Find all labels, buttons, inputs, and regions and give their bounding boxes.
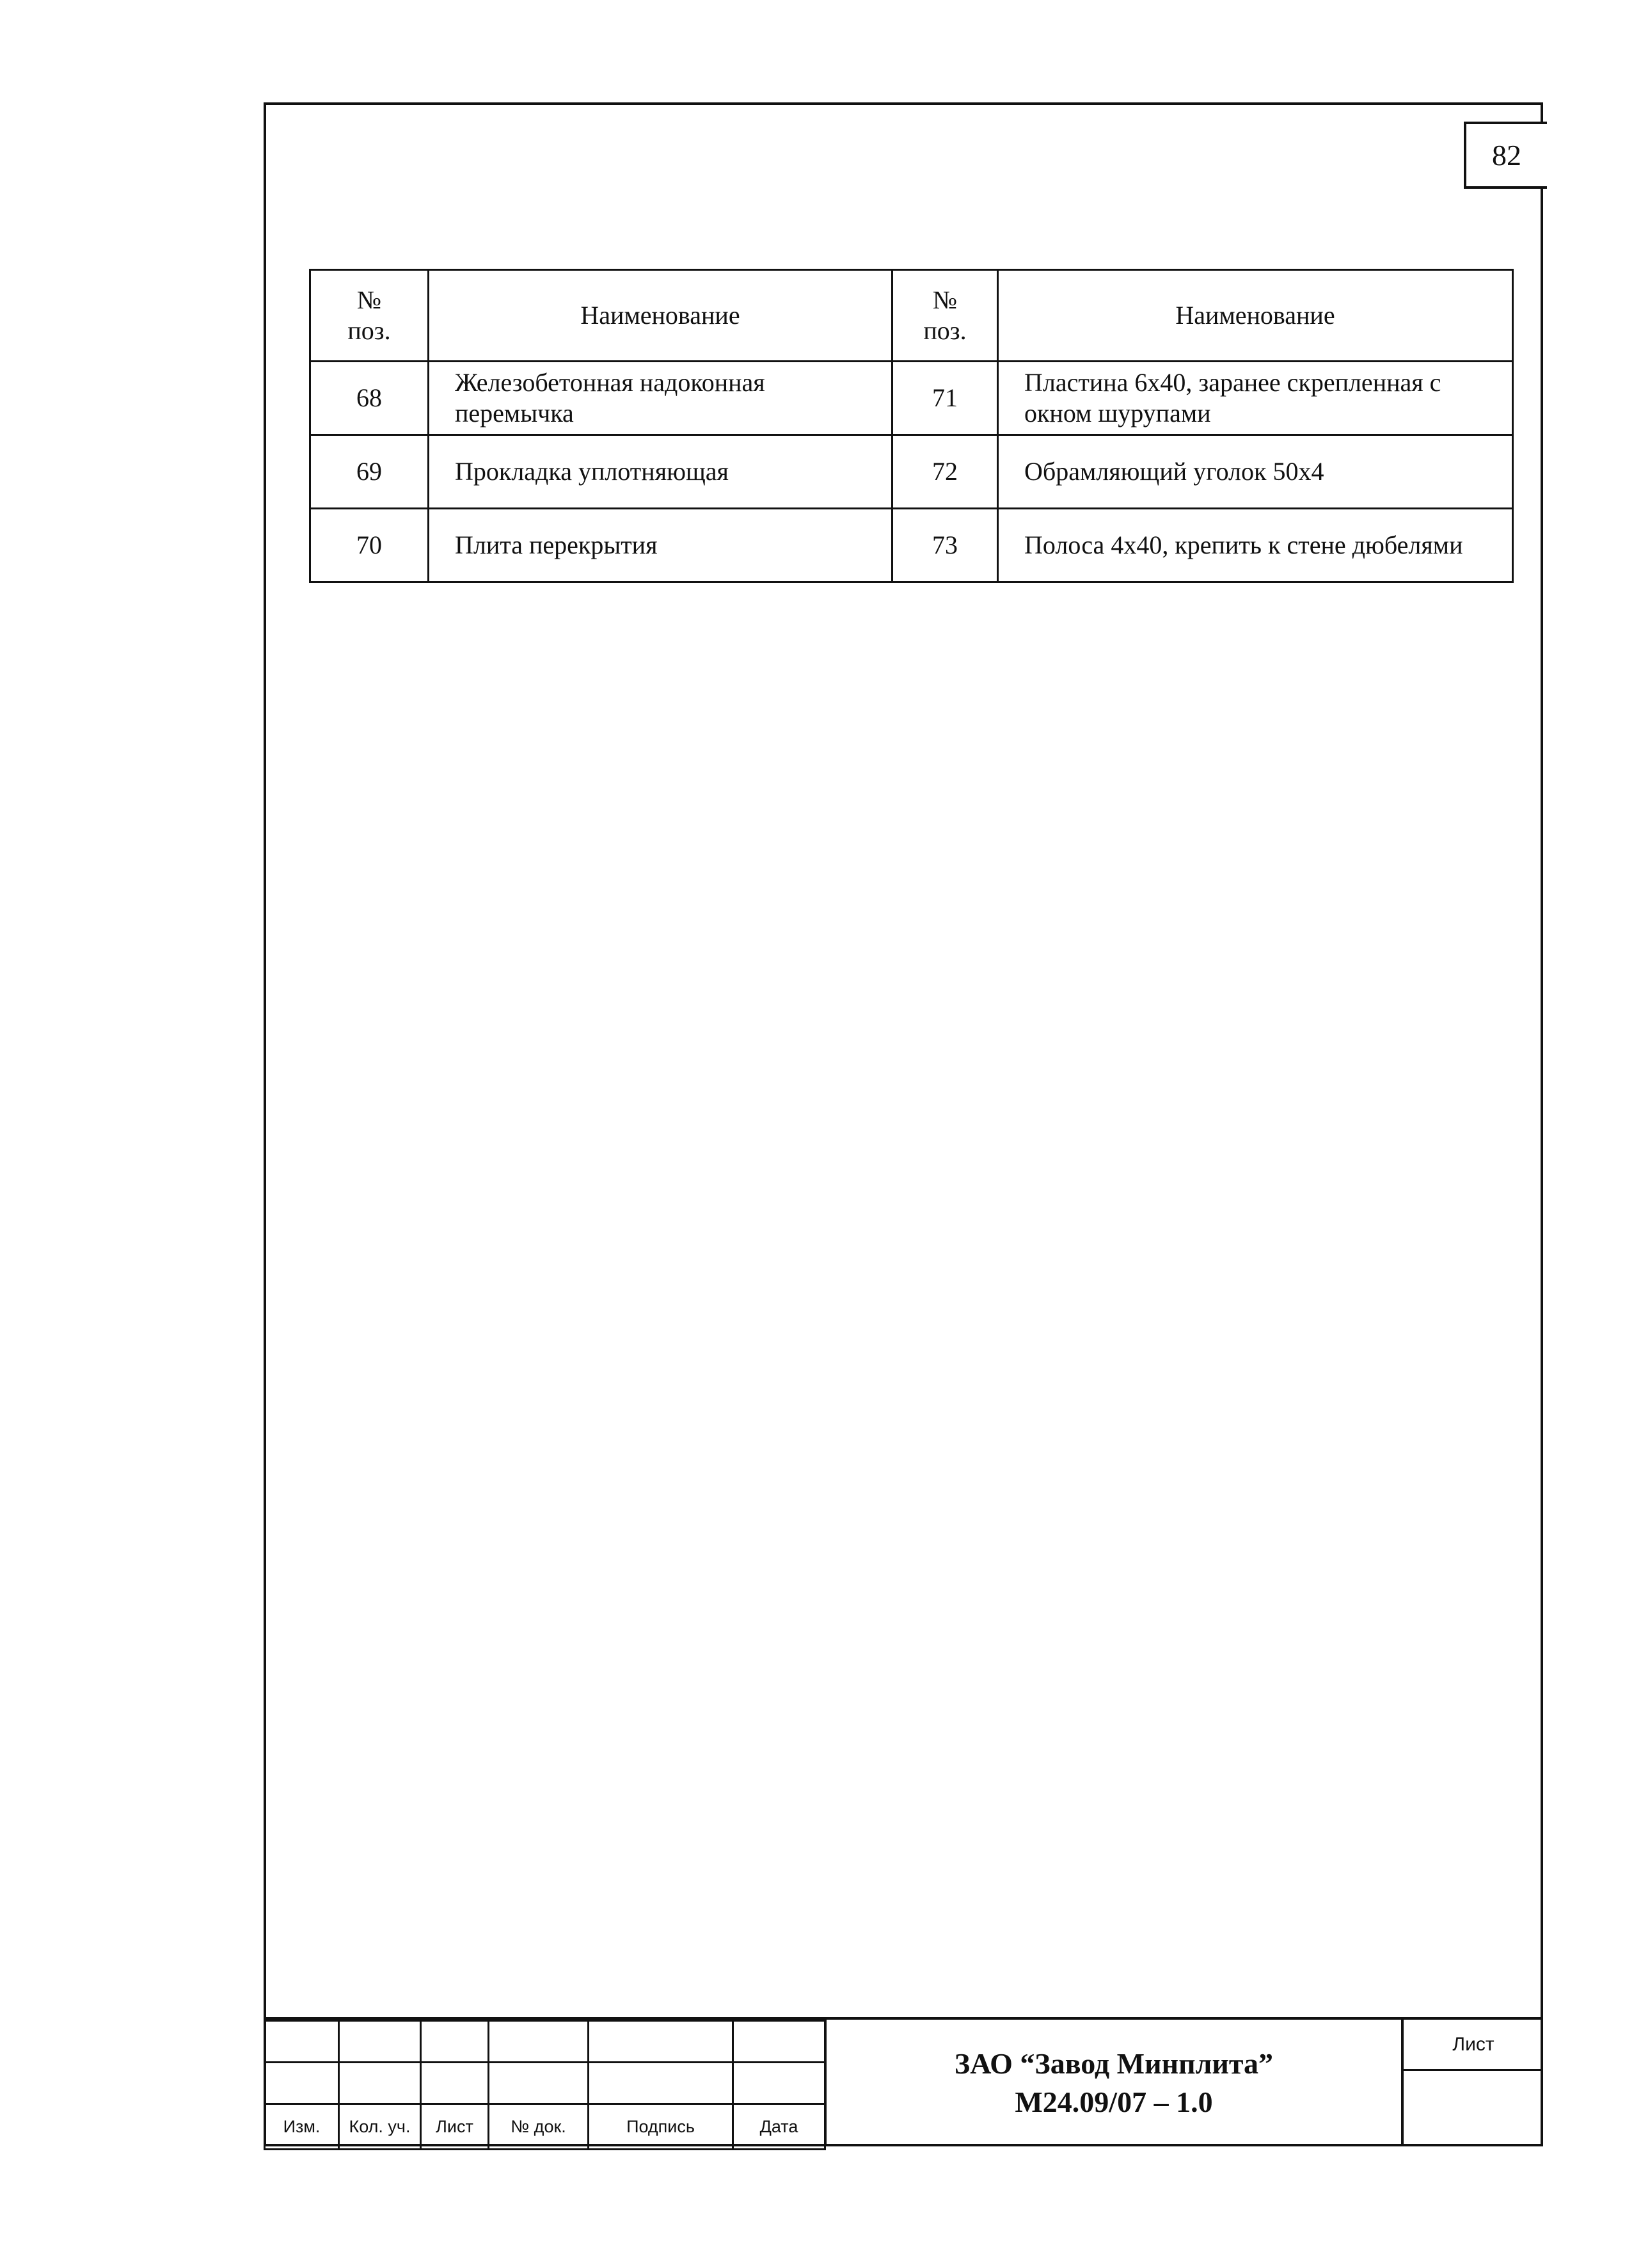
label-list: Лист bbox=[421, 2104, 489, 2150]
table-header-row bbox=[310, 270, 1513, 362]
document-designation bbox=[824, 2020, 1404, 2146]
header-pos-right bbox=[892, 270, 998, 362]
header-name-right: Наименование bbox=[998, 270, 1513, 362]
row-pos: 70 bbox=[310, 509, 429, 582]
specification-table bbox=[309, 269, 1514, 583]
revision-grid bbox=[264, 2020, 826, 2150]
company-name: ЗАО “Завод Минплита” bbox=[954, 2047, 1274, 2080]
row-name: Железобетонная надоконная перемычка bbox=[429, 362, 892, 435]
row-name: Плита перекрытия bbox=[429, 509, 892, 582]
sheet-label: Лист bbox=[1404, 2020, 1543, 2071]
row-pos: 72 bbox=[892, 435, 998, 509]
header-name-left: Наименование bbox=[429, 270, 892, 362]
label-no-dok: № док. bbox=[489, 2104, 589, 2150]
table-row bbox=[310, 362, 1513, 435]
row-name: Обрамляющий уголок 50х4 bbox=[998, 435, 1513, 509]
label-kol-uch: Кол. уч. bbox=[339, 2104, 421, 2150]
row-name: Прокладка уплотняющая bbox=[429, 435, 892, 509]
row-pos: 71 bbox=[892, 362, 998, 435]
row-pos: 69 bbox=[310, 435, 429, 509]
header-pos-left bbox=[310, 270, 429, 362]
table-row bbox=[310, 509, 1513, 582]
header-num-abbr: поз. bbox=[347, 316, 391, 345]
document-code: М24.09/07 – 1.0 bbox=[1015, 2086, 1213, 2118]
header-num-sign: № bbox=[932, 285, 958, 314]
row-pos: 73 bbox=[892, 509, 998, 582]
row-pos: 68 bbox=[310, 362, 429, 435]
label-izm: Изм. bbox=[265, 2104, 339, 2150]
row-name: Пластина 6х40, заранее скрепленная с окном шурупами bbox=[998, 362, 1513, 435]
header-num-abbr: поз. bbox=[923, 316, 967, 345]
row-name: Полоса 4х40, крепить к стене дюбелями bbox=[998, 509, 1513, 582]
label-podpis: Подпись bbox=[589, 2104, 733, 2150]
label-data: Дата bbox=[733, 2104, 825, 2150]
sheet-cell bbox=[1404, 2020, 1543, 2146]
title-block bbox=[264, 2017, 1543, 2146]
table-row bbox=[310, 435, 1513, 509]
page-number: 82 bbox=[1464, 122, 1547, 189]
header-num-sign: № bbox=[356, 285, 382, 314]
